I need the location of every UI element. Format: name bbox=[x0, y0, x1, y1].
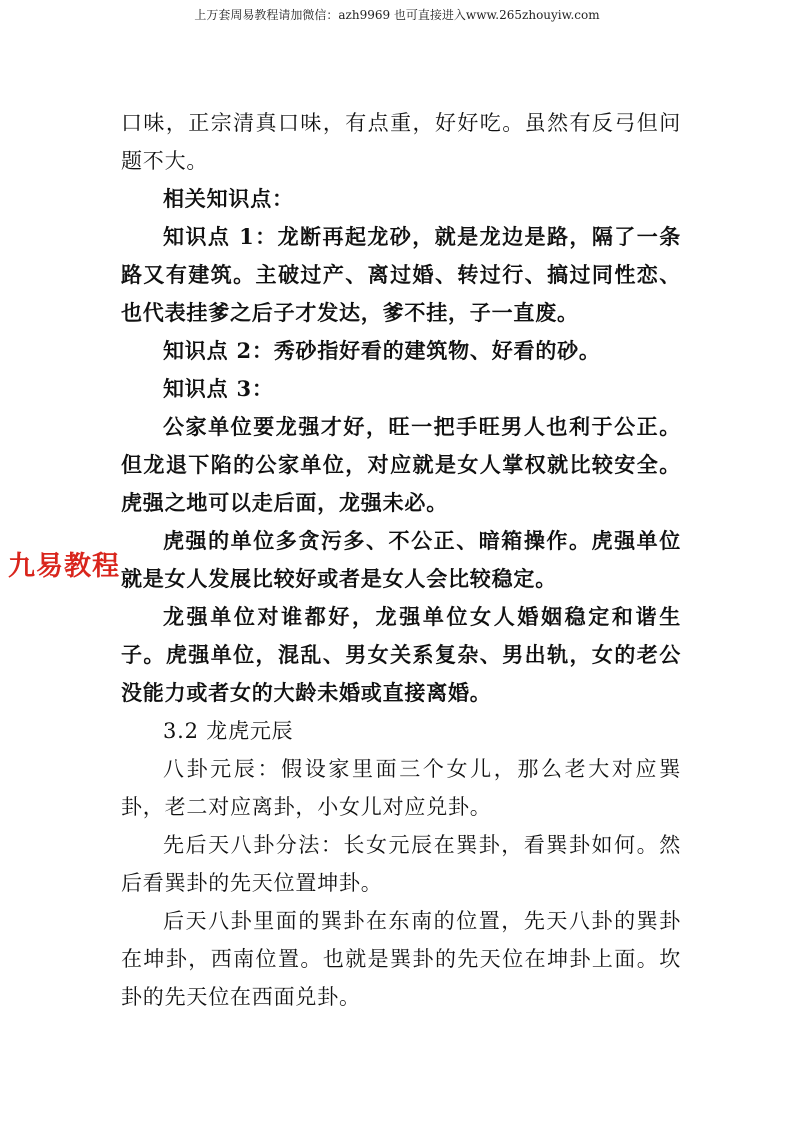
section-heading-3-2: 3.2 龙虎元辰 bbox=[163, 719, 294, 743]
watermark-logo: 九易教程 bbox=[8, 551, 120, 582]
related-knowledge-heading: 相关知识点： bbox=[163, 186, 294, 211]
paragraph-houtian-xun: 后天八卦里面的巽卦在东南的位置，先天八卦的巽卦在坤卦，西南位置。也就是巽卦的先天位在坤卦上面。坎卦的先天位在西面兑卦。 bbox=[121, 909, 681, 1009]
knowledge-point-3-dragon-strong: 龙强单位对谁都好，龙强单位女人婚姻稳定和谐生子。虎强单位，混乱、男女关系复杂、男出轨，女的老公没能力或者女的大龄未婚或直接离婚。 bbox=[121, 604, 681, 705]
knowledge-point-2: 知识点 2：秀砂指好看的建筑物、好看的砂。 bbox=[163, 338, 601, 363]
paragraph-bagua-yuanchen: 八卦元辰：假设家里面三个女儿，那么老大对应巽卦，老二对应离卦，小女儿对应兑卦。 bbox=[121, 757, 681, 819]
knowledge-point-3-tiger-strong: 虎强的单位多贪污多、不公正、暗箱操作。虎强单位就是女人发展比较好或者是女人会比较稳定。 bbox=[121, 528, 681, 591]
page-header: 上万套周易教程请加微信：azh9969 也可直接进入www.265zhouyiw.com bbox=[194, 8, 600, 22]
paragraph-continuation: 口味，正宗清真口味，有点重，好好吃。虽然有反弓但问题不大。 bbox=[121, 111, 681, 173]
knowledge-point-3-public-unit: 公家单位要龙强才好，旺一把手旺男人也利于公正。但龙退下陷的公家单位，对应就是女人掌权就比较安全。虎强之地可以走后面，龙强未必。 bbox=[121, 414, 681, 515]
paragraph-xianhoutian: 先后天八卦分法：长女元辰在巽卦，看巽卦如何。然后看巽卦的先天位置坤卦。 bbox=[121, 833, 681, 895]
knowledge-point-1: 知识点 1：龙断再起龙砂，就是龙边是路，隔了一条路又有建筑。主破过产、离过婚、转过行、搞过同性恋、也代表挂爹之后子才发达，爹不挂，子一直废。 bbox=[121, 224, 681, 325]
knowledge-point-3-heading: 知识点 3： bbox=[163, 376, 274, 401]
document-body bbox=[121, 104, 681, 1016]
